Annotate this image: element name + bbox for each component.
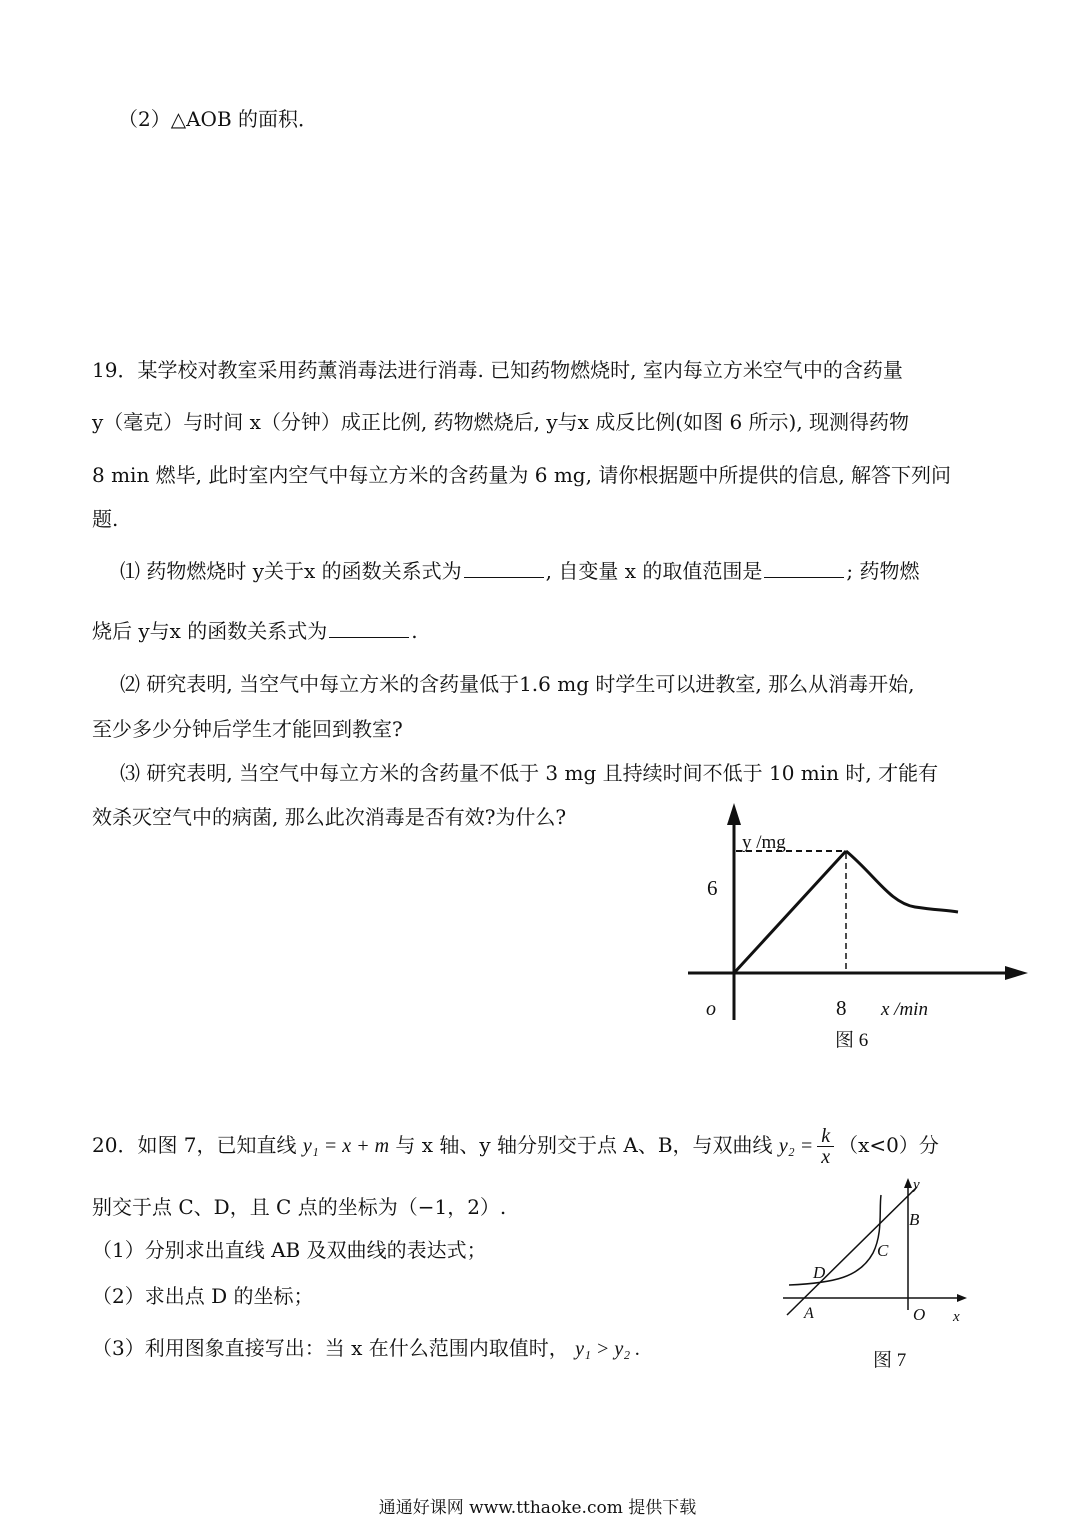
- fig6-caption: 图 6: [835, 1030, 869, 1051]
- fig7-label-a: A: [804, 1305, 814, 1322]
- q20-fraction: [817, 1126, 834, 1167]
- q19-p1-text-d: 烧后 y与x 的函数关系式为: [92, 619, 328, 643]
- fig7-label-y: y: [913, 1177, 920, 1193]
- figure-6: [680, 795, 1040, 1060]
- q20-part3-text: （3）利用图象直接写出：当 x 在什么范围内取值时，: [92, 1336, 569, 1360]
- answer-blank-3: [329, 619, 409, 638]
- fig6-x-tick: 8: [836, 996, 847, 1020]
- q20-line1: [92, 1126, 939, 1167]
- q20-y1-expression: y₁ = x + m: [302, 1135, 390, 1157]
- q20-text-c: （x<0）分: [838, 1133, 939, 1157]
- q19-line3: 8 min 燃毕, 此时室内空气中每立方米的含药量为 6 mg, 请你根据题中所提供的信息, 解答下列问: [92, 463, 952, 487]
- q20-fraction-denominator: x: [821, 1146, 831, 1168]
- fig7-line-ab: [787, 1187, 917, 1315]
- q19-part3-line2: 效杀灭空气中的病菌, 那么此次消毒是否有效?为什么?: [92, 805, 567, 829]
- fig7-x-arrow-icon: [957, 1294, 967, 1302]
- fig6-y-tick: 6: [707, 876, 718, 900]
- fig7-label-c: C: [877, 1241, 889, 1260]
- q20-y2-lhs: y₂ =: [778, 1135, 814, 1157]
- fig7-label-x: x: [953, 1309, 960, 1325]
- fig6-origin-label: o: [706, 998, 716, 1020]
- q19-line4: 题.: [92, 507, 119, 531]
- fig6-linear-segment: [734, 851, 846, 973]
- q19-p1-text-e: .: [411, 619, 418, 643]
- q19-part1-line2: [92, 618, 418, 644]
- q20-fraction-numerator: k: [817, 1126, 834, 1147]
- q20-text-a: 20．如图 7，已知直线: [92, 1133, 297, 1157]
- q20-part2: （2）求出点 D 的坐标；: [92, 1284, 314, 1308]
- q19-part2-line2: 至少多少分钟后学生才能回到教室?: [92, 717, 403, 741]
- fig6-y-arrow-icon: [727, 803, 741, 825]
- q20-line2: 别交于点 C、D，且 C 点的坐标为（−1，2）.: [92, 1195, 507, 1219]
- q20-part1: （1）分别求出直线 AB 及双曲线的表达式；: [92, 1238, 487, 1262]
- q19-p1-text-a: ⑴ 药物燃烧时 y关于x 的函数关系式为: [120, 559, 462, 583]
- q19-part1-line1: [120, 558, 919, 584]
- q20-part3: [92, 1335, 640, 1362]
- q18-part2: （2）△AOB 的面积．: [118, 107, 318, 131]
- q19-p1-text-b: , 自变量 x 的取值范围是: [545, 559, 763, 583]
- q19-line2: y（毫克）与时间 x（分钟）成正比例, 药物燃烧后, y与x 成反比例(如图 6 所示), 现测得药物: [92, 410, 910, 434]
- page-footer: 通通好课网 www.tthaoke.com 提供下载: [378, 1498, 697, 1518]
- fig6-x-arrow-icon: [1005, 966, 1028, 980]
- fig7-caption: 图 7: [873, 1350, 907, 1371]
- fig7-y-arrow-icon: [904, 1178, 912, 1188]
- q20-inequality: y₁ > y₂ .: [575, 1338, 641, 1360]
- q19-line1: 19．某学校对教室采用药薰消毒法进行消毒. 已知药物燃烧时, 室内每立方米空气中的含药量: [92, 358, 903, 382]
- q19-part3-line1: ⑶ 研究表明, 当空气中每立方米的含药量不低于 3 mg 且持续时间不低于 10 min 时, 才能有: [120, 761, 939, 785]
- answer-blank-2: [764, 559, 844, 578]
- fig7-hyperbola: [789, 1195, 881, 1285]
- fig7-label-o: O: [913, 1305, 926, 1324]
- fig6-x-label: x /min: [881, 999, 928, 1020]
- fig6-y-label: y /mg: [742, 832, 786, 853]
- q19-part2-line1: ⑵ 研究表明, 当空气中每立方米的含药量低于1.6 mg 时学生可以进教室, 那么从消毒开始,: [120, 672, 915, 696]
- answer-blank-1: [464, 559, 544, 578]
- fig7-label-d: D: [813, 1263, 826, 1282]
- q20-text-b: 与 x 轴、y 轴分别交于点 A、B，与双曲线: [395, 1133, 773, 1157]
- q19-p1-text-c: ; 药物燃: [846, 559, 920, 583]
- fig6-inverse-curve: [846, 851, 958, 912]
- figure-7: [775, 1175, 975, 1405]
- fig7-label-b: B: [909, 1210, 920, 1229]
